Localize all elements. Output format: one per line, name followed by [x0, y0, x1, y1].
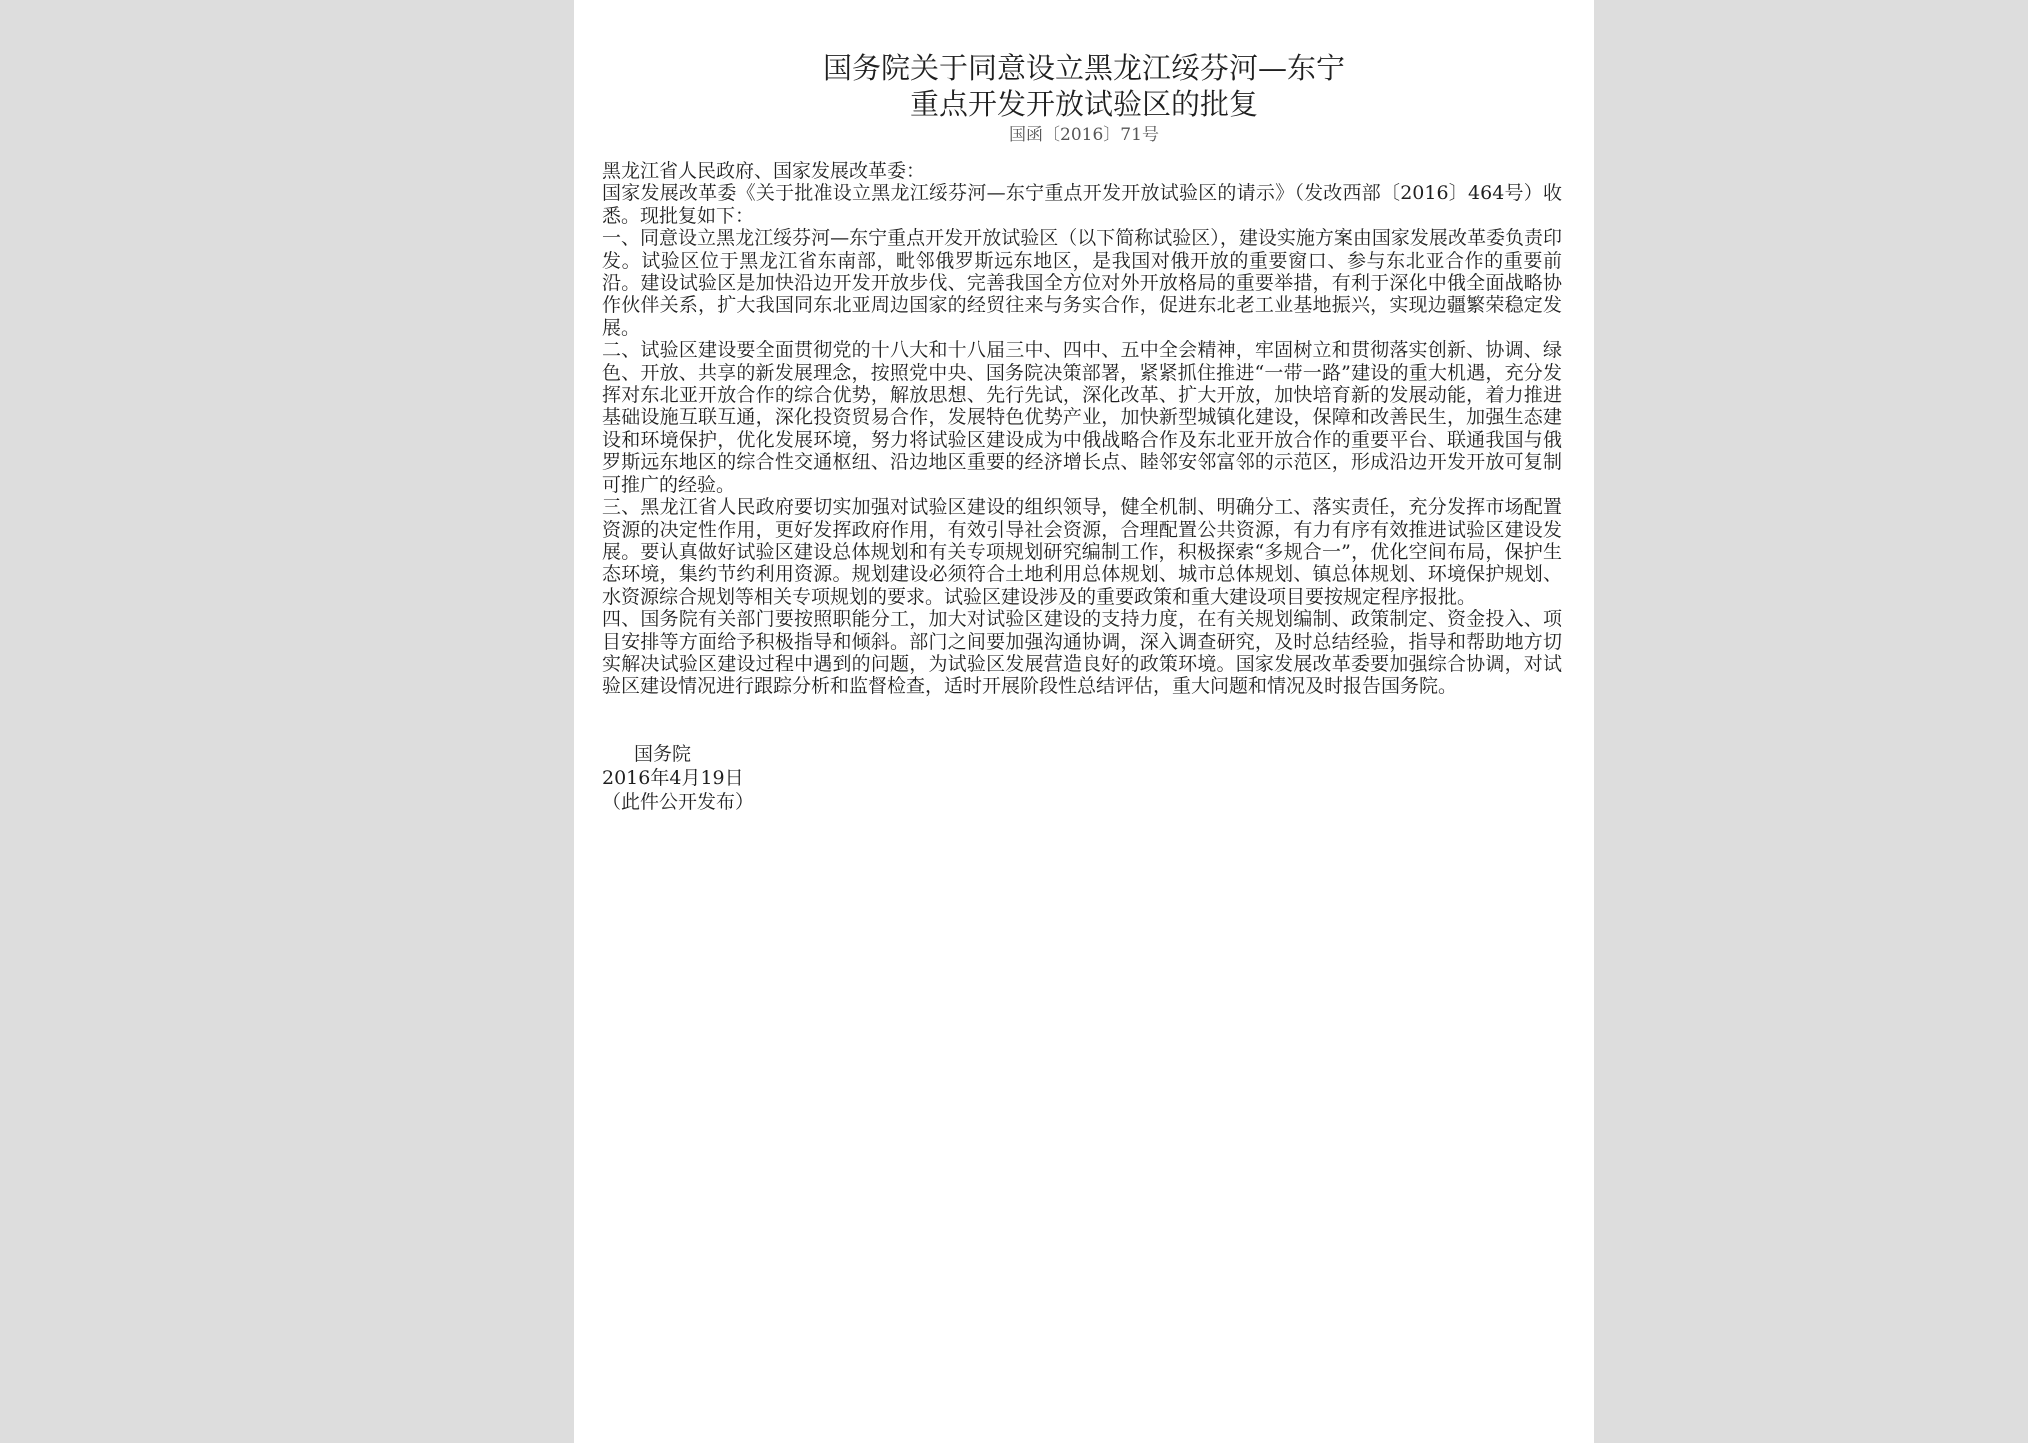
release-note: （此件公开发布）	[602, 791, 755, 813]
paragraph-intro: 国家发展改革委《关于批准设立黑龙江绥芬河—东宁重点开发开放试验区的请示》（发改西部〔2016〕464号）收悉。现批复如下：	[602, 182, 1562, 227]
title-block	[574, 50, 1594, 146]
paragraph-2: 二、试验区建设要全面贯彻党的十八大和十八届三中、四中、五中全会精神，牢固树立和贯彻落实创新、协调、绿色、开放、共享的新发展理念，按照党中央、国务院决策部署，紧紧抓住推进“一带一路”建设的重大机遇，充分发挥对东北亚开放合作的综合优势，解放思想、先行先试，深化改革、扩大开放，加快培育新的发展动能，着力推进基础设施互联互通，深化投资贸易合作，发展特色优势产业，加快新型城镇化建设，保障和改善民生，加强生态建设和环境保护，优化发展环境，努力将试验区建设成为中俄战略合作及东北亚开放合作的重要平台、联通我国与俄罗斯远东地区的综合性交通枢纽、沿边地区重要的经济增长点、睦邻安邻富邻的示范区，形成沿边开发开放可复制可推广的经验。	[602, 339, 1562, 496]
paragraph-4: 四、国务院有关部门要按照职能分工，加大对试验区建设的支持力度，在有关规划编制、政策制定、资金投入、项目安排等方面给予积极指导和倾斜。部门之间要加强沟通协调，深入调查研究，及时总结经验，指导和帮助地方切实解决试验区建设过程中遇到的问题，为试验区发展营造良好的政策环境。国家发展改革委要加强综合协调，对试验区建设情况进行跟踪分析和监督检查，适时开展阶段性总结评估，重大问题和情况及时报告国务院。	[602, 608, 1562, 698]
addressee: 黑龙江省人民政府、国家发展改革委：	[602, 160, 926, 182]
document-body	[602, 160, 1562, 698]
signer: 国务院	[634, 743, 692, 765]
paragraph-1: 一、同意设立黑龙江绥芬河—东宁重点开发开放试验区（以下简称试验区），建设实施方案由国家发展改革委负责印发。试验区位于黑龙江省东南部，毗邻俄罗斯远东地区，是我国对俄开放的重要窗口、参与东北亚合作的重要前沿。建设试验区是加快沿边开发开放步伐、完善我国全方位对外开放格局的重要举措，有利于深化中俄全面战略协作伙伴关系，扩大我国同东北亚周边国家的经贸往来与务实合作，促进东北老工业基地振兴，实现边疆繁荣稳定发展。	[602, 227, 1562, 339]
document-page	[574, 0, 1594, 1443]
document-title-line-2: 重点开发开放试验区的批复	[909, 87, 1258, 121]
paragraph-3: 三、黑龙江省人民政府要切实加强对试验区建设的组织领导，健全机制、明确分工、落实责任，充分发挥市场配置资源的决定性作用，更好发挥政府作用，有效引导社会资源，合理配置公共资源，有力有序有效推进试验区建设发展。要认真做好试验区建设总体规划和有关专项规划研究编制工作，积极探索“多规合一”，优化空间布局，保护生态环境，集约节约利用资源。规划建设必须符合土地利用总体规划、城市总体规划、镇总体规划、环境保护规划、水资源综合规划等相关专项规划的要求。试验区建设涉及的重要政策和重大建设项目要按规定程序报批。	[602, 496, 1562, 608]
document-title-line-1: 国务院关于同意设立黑龙江绥芬河—东宁	[822, 51, 1345, 85]
closing-block	[602, 742, 1002, 814]
signing-date: 2016年4月19日	[602, 767, 744, 789]
document-number: 国函〔2016〕71号	[1009, 125, 1159, 145]
